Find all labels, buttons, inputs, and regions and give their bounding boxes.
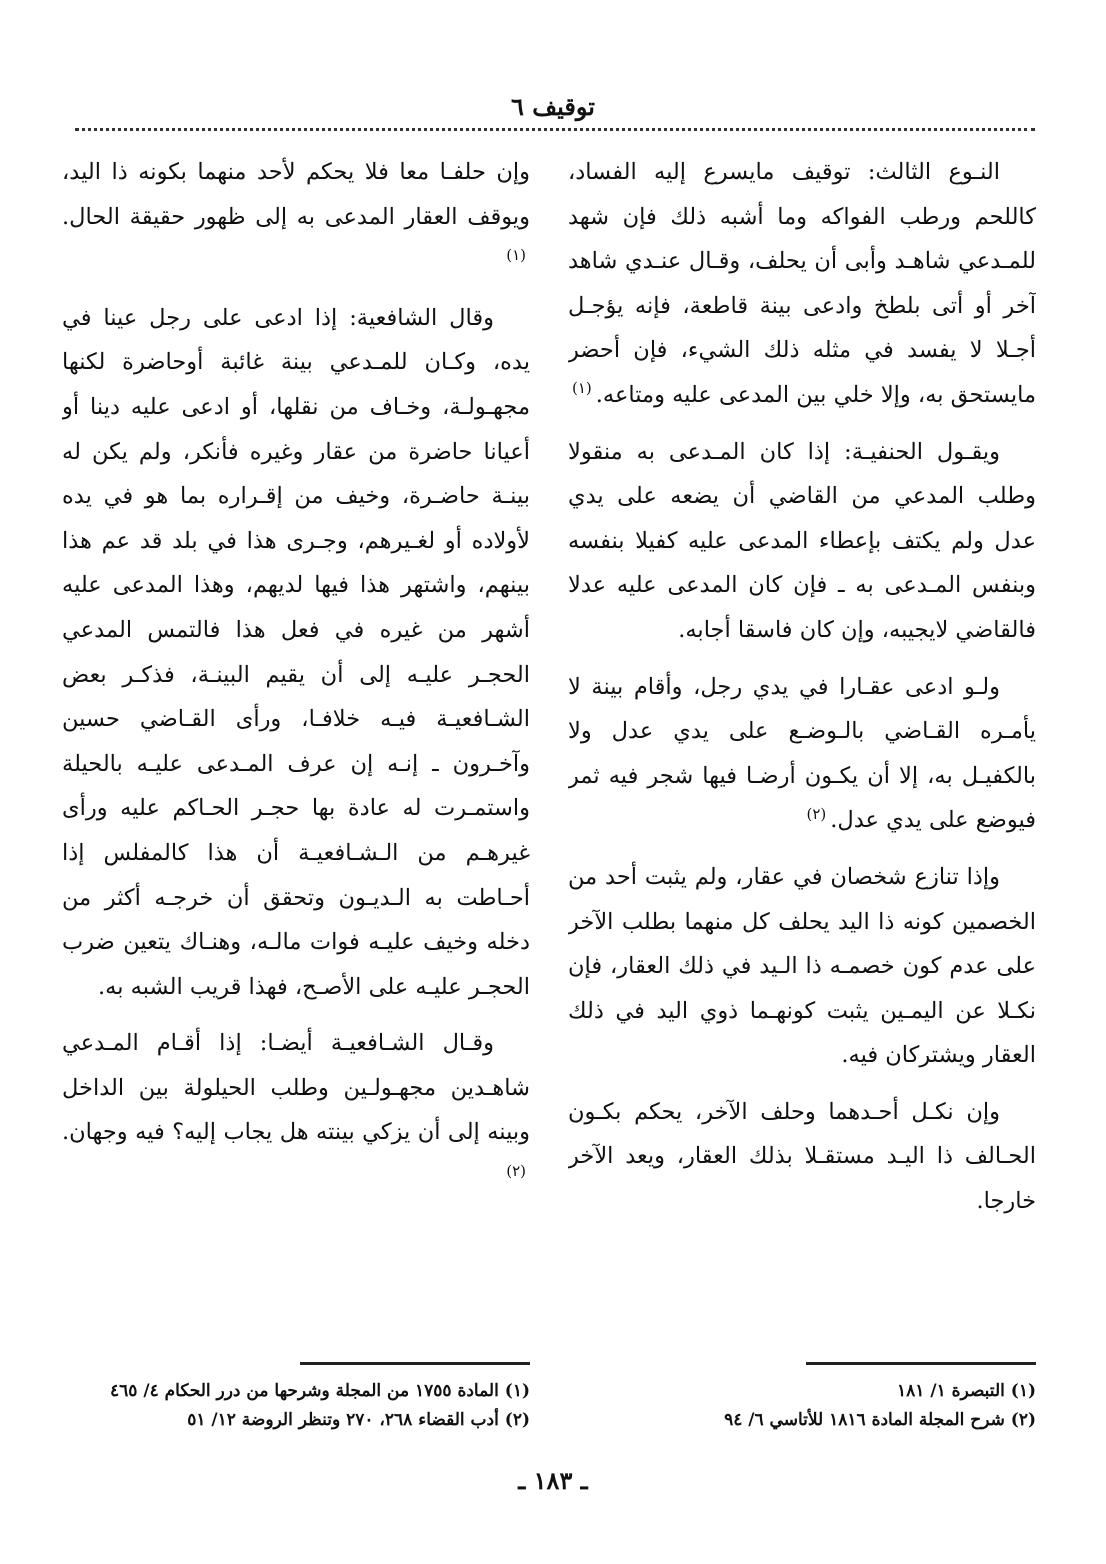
footnote-reference: (٢) xyxy=(506,1161,526,1180)
paragraph: وإن حلفـا معا فلا يحكم لأحد منهما بكونه ذا اليد، ويوقف العقار المدعى به إلى ظهور حقيقة الحال.$^{(١)}$ xyxy=(62,159,530,264)
footnote-reference: (١) xyxy=(571,379,592,398)
footnote: (١) التبصرة ١/ ١٨١ xyxy=(897,1381,1036,1401)
right-text-column xyxy=(568,150,1036,1350)
left-footnotes xyxy=(62,1362,530,1435)
paragraph: وإن نكـل أحـدهما وحلف الآخر، يحكم بكـون الحـالف ذا اليـد مستقـلا بذلك العقار، ويعد الآخر خارجا. xyxy=(568,1098,1036,1215)
paragraph: ويقـول الحنفيـة: إذا كان المـدعى به منقولا وطلب المدعي من القاضي أن يضعه على يدي عدل ولم يكتف بإعطاء المدعى عليه كفيلا بنفسه وبنفس المـدعى به ـ فإن كان المدعى عليه عدلا فالقاضي لايجيبه، وإن كان فاسقا أجابه. xyxy=(568,438,1036,643)
footnote: (٢) أدب القضاء ٢٦٨، ٢٧٠ وتنظر الروضة ١٢/ ٥١ xyxy=(187,1410,530,1430)
left-text-column xyxy=(62,150,530,1350)
footnote-separator xyxy=(300,1362,530,1365)
paragraph: وإذا تنازع شخصان في عقار، ولم يثبت أحد من الخصمين كونه ذا اليد يحلف كل منهما بطلب الآخر على عدم كون خصمـه ذا الـيد في ذلك العقار، فإن نكـلا عن اليمـين يثبت كونهـما ذوي اليد في ذلك العقار ويشتركان فيه. xyxy=(568,863,1036,1069)
footnote-reference: (٢) xyxy=(806,804,827,823)
header-dotted-rule xyxy=(75,128,1035,131)
footnote-separator xyxy=(806,1362,1036,1365)
page-number: ـ ١٨٣ ـ xyxy=(518,1466,588,1495)
footnote-reference: (١) xyxy=(506,245,526,264)
footnote: (١) المادة ١٧٥٥ من المجلة وشرحها من درر الحكام ٤/ ٤٦٥ xyxy=(110,1381,530,1401)
paragraph: وقال الشافعية: إذا ادعى على رجل عينا في يده، وكـان للمـدعي بينة غائبة أوحاضرة لكنها مجهـولـة، وخـاف من نقلها، أو ادعى عليه دينا أو أعيانا حاضرة من عقار وغيره فأنكر، ولم يكن له بينـة حاضـرة، وخيف من إقـراره بما هو في يده لأولاده أو لغـيرهم، وجـرى هذا في بلد قد عم هذا بينهم، واشتهر هذا فيها لديهم، وهذا المدعى عليه أشهر من غيره في فعل هذا فالتمس المدعي الحجـر عليـه إلى أن يقيم البينـة، فذكـر بعض الشـافعيـة فيـه خلافـا، ورأى القـاضي حسين وآخـرون ـ إنـه إن عرف المـدعى عليـه بالحيلة واستمـرت له عادة بها حجـر الحـاكم عليه ورأى غيرهـم من الـشـافعيـة أن هذا كالمفلس إذا أحـاطت به الـديـون وتحقق أن خرجـه أكثر من دخله وخيف عليـه فوات مالـه، وهنـاك يتعين ضرب الحجـر عليـه على الأصـح، فهذا قريب الشبه به. xyxy=(62,304,530,1000)
paragraph: وقـال الشـافعيـة أيضـا: إذا أقـام المـدعي شاهـدين مجهـولـين وطلب الحيلولة بين الداخل وبينه إلى أن يزكي بينته هل يجاب إليه؟ فيه وجهان.$^{(٢)}$ xyxy=(62,1030,530,1180)
paragraph: النـوع الثالث: توقيف مايسرع إليه الفساد، كاللحم ورطب الفواكه وما أشبه ذلك فإن شهد للمـدعي شاهـد وأبى أن يحلف، وقـال عنـدي شاهد آخر أو أتى بلطخ وادعى بينة قاطعة، فإنه يؤجـل أجـلا لا يفسد في مثله ذلك الشيء، فإن أحضر مايستحق به، وإلا خلي بين المدعى عليه ومتاعه.$^{(١)}$ xyxy=(568,159,1036,408)
right-footnotes xyxy=(568,1362,1036,1435)
paragraph: ولـو ادعى عقـارا في يدي رجل، وأقام بينة لا يأمـره القـاضي بالـوضـع على يدي عدل ولا بالكفيـل به، إلا أن يكـون أرضـا فيها شجر فيه ثمر فيوضع على يدي عدل.$^{(٢)}$ xyxy=(568,673,1036,834)
running-header: توقيف ٦ xyxy=(511,92,595,121)
footnote: (٢) شرح المجلة المادة ١٨١٦ للأتاسي ٦/ ٩٤ xyxy=(724,1410,1036,1430)
